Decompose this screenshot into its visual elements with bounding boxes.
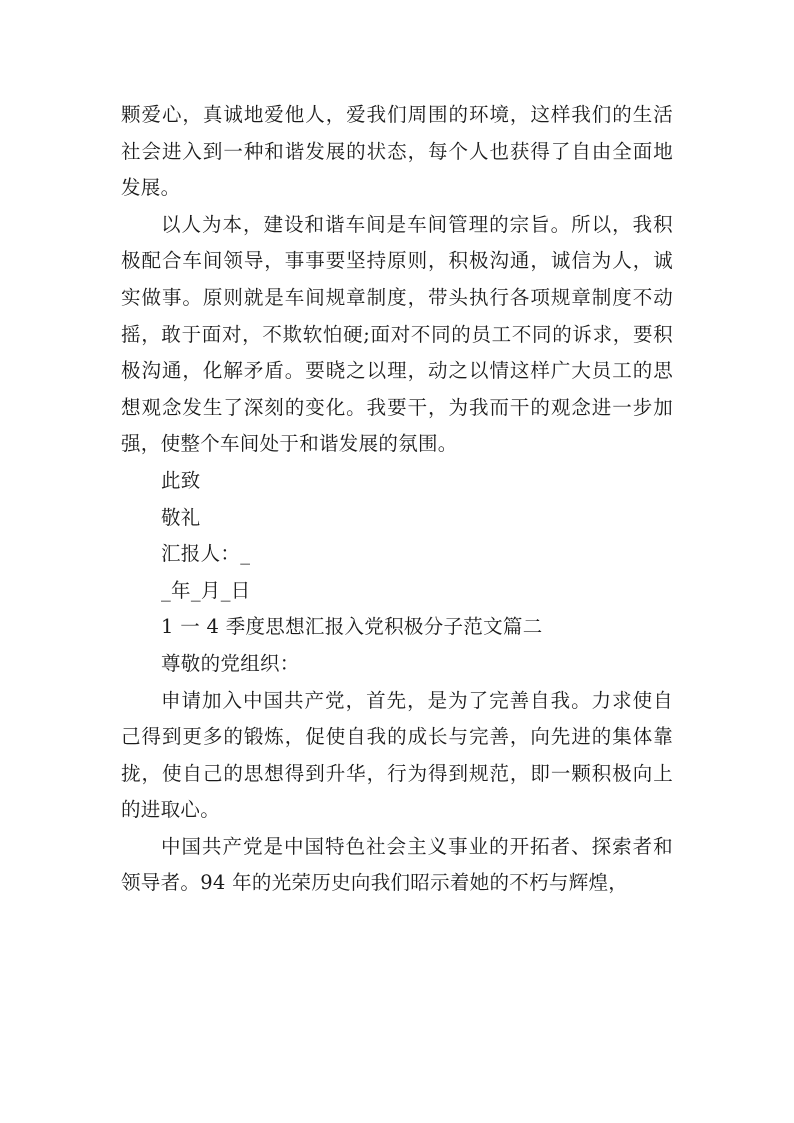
letter-greeting: 尊敬的党组织： [161, 651, 300, 675]
closing-salutation: 此致 [161, 468, 201, 492]
document-body [121, 97, 673, 902]
paragraph-continuation: 颗爱心，真诚地爱他人，爱我们周围的环境，这样我们的生活社会进入到一种和谐发展的状态，每个人也获得了自由全面地发展。 [121, 103, 673, 200]
closing-regards: 敬礼 [161, 505, 201, 529]
date-line: _年_月_日 [161, 578, 251, 602]
paragraph-self-improvement: 申请加入中国共产党，首先，是为了完善自我。力求使自己得到更多的锻炼，促使自我的成长与完善，向先进的集体靠拢，使自己的思想得到升华，行为得到规范，即一颗积极向上的进取心。 [121, 688, 673, 822]
paragraph-party-history: 中国共产党是中国特色社会主义事业的开拓者、探索者和领导者。94 年的光荣历史向我们昭示着她的不朽与辉煌， [121, 834, 673, 895]
reporter-signature-line: 汇报人：_ [161, 542, 251, 566]
paragraph-workshop-harmony: 以人为本，建设和谐车间是车间管理的宗旨。所以，我积极配合车间领导，事事要坚持原则，积极沟通，诚信为人，诚实做事。原则就是车间规章制度，带头执行各项规章制度不动摇，敢于面对，不欺软怕硬;面对不同的员工不同的诉求，要积极沟通，化解矛盾。要晓之以理，动之以情这样广大员工的思想观念发生了深刻的变化。我要干，为我而干的观念进一步加强，使整个车间处于和谐发展的氛围。 [121, 212, 673, 456]
section-title: 1 一 4 季度思想汇报入党积极分子范文篇二 [161, 615, 543, 639]
